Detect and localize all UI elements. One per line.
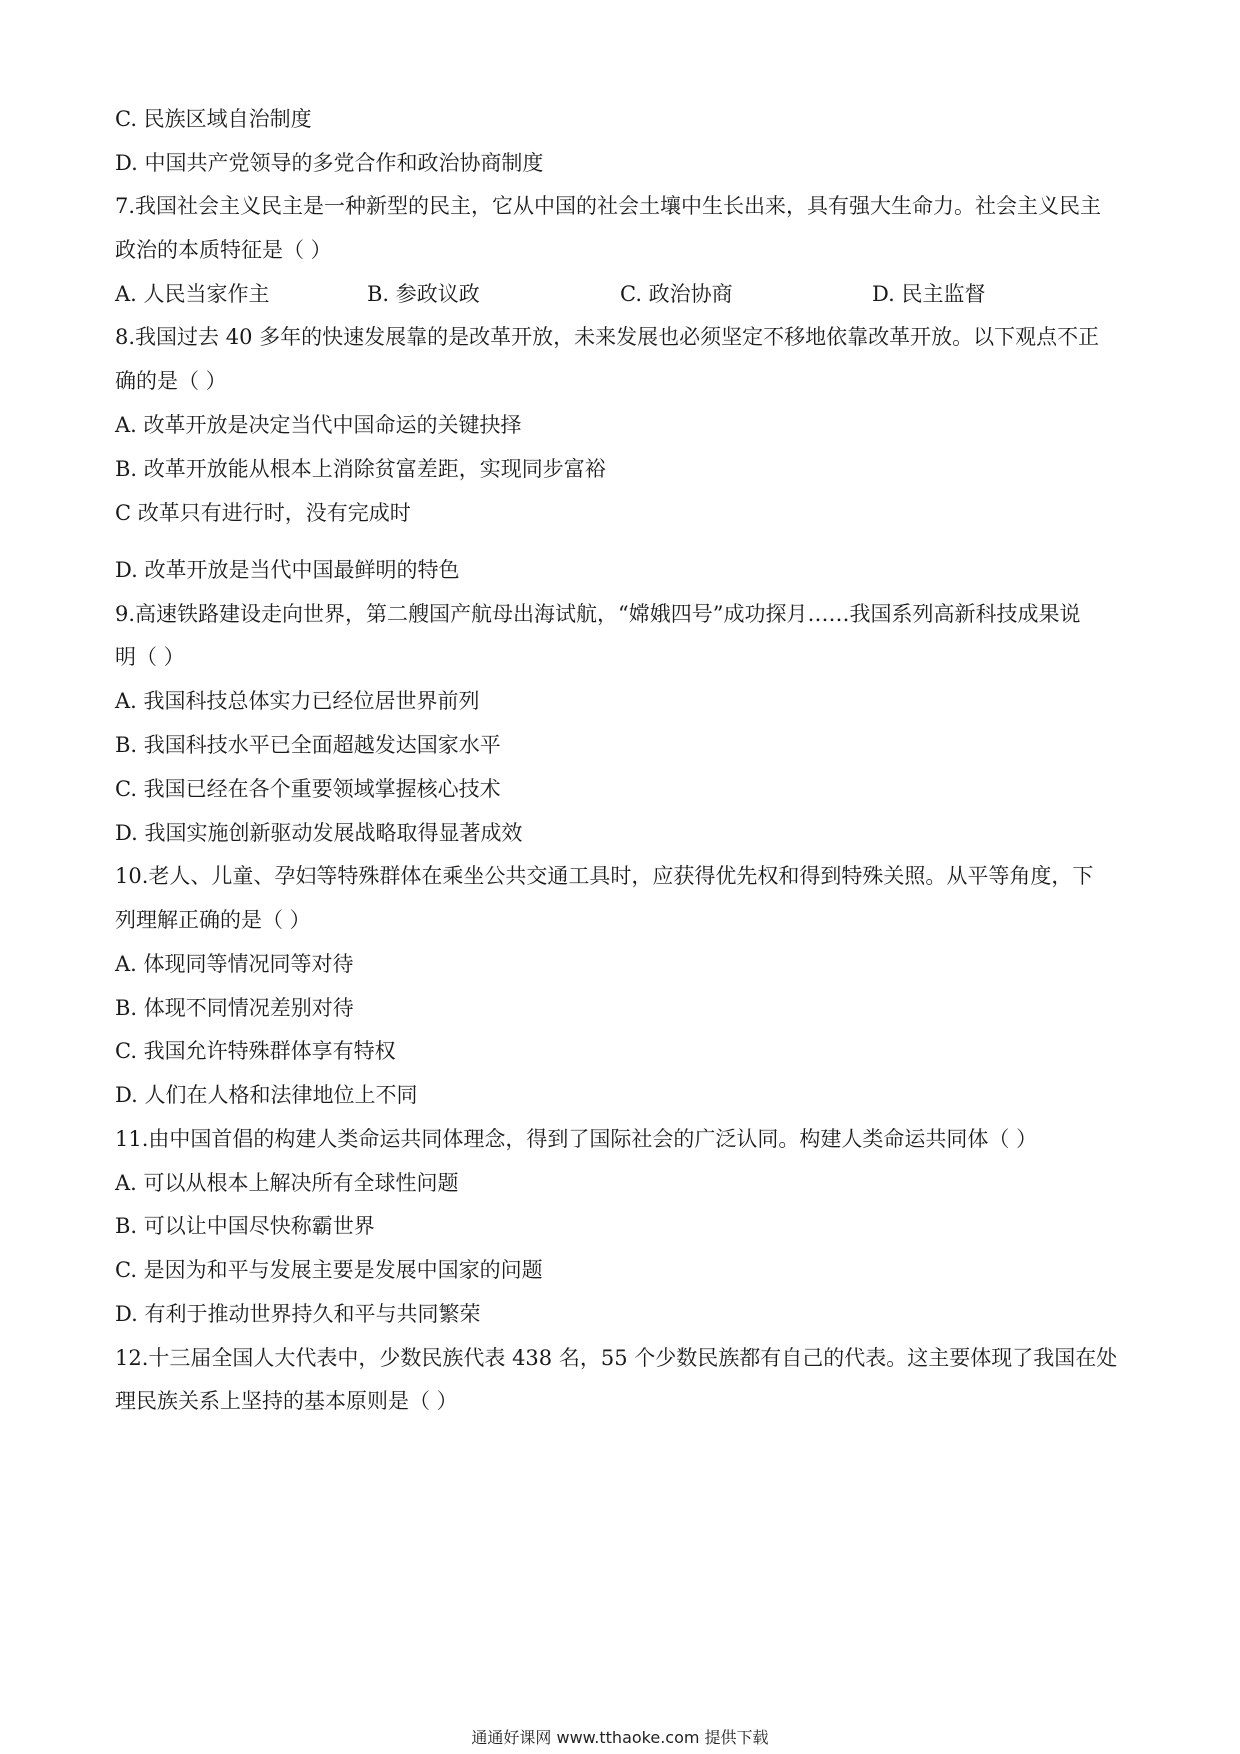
q8-stem-line-1: 8.我国过去 40 多年的快速发展靠的是改革开放，未来发展也必须坚定不移地依靠改革开放。以下观点不正 xyxy=(115,325,1100,349)
q11-option-d: D. 有利于推动世界持久和平与共同繁荣 xyxy=(115,1302,481,1326)
q9-option-c: C. 我国已经在各个重要领域掌握核心技术 xyxy=(115,777,501,801)
q6-option-d: D. 中国共产党领导的多党合作和政治协商制度 xyxy=(115,151,544,175)
q10-option-c: C. 我国允许特殊群体享有特权 xyxy=(115,1039,396,1063)
q11-stem-line-1: 11.由中国首倡的构建人类命运共同体理念，得到了国际社会的广泛认同。构建人类命运共同体（ ） xyxy=(115,1127,1038,1151)
q9-option-b: B. 我国科技水平已全面超越发达国家水平 xyxy=(115,733,501,757)
q11-option-c: C. 是因为和平与发展主要是发展中国家的问题 xyxy=(115,1258,543,1282)
q8-option-a: A. 改革开放是决定当代中国命运的关键抉择 xyxy=(115,413,522,437)
q7-options-row xyxy=(115,279,1125,309)
q9-option-a: A. 我国科技总体实力已经位居世界前列 xyxy=(115,689,480,713)
q8-option-c: C 改革只有进行时，没有完成时 xyxy=(115,501,411,525)
q7-option-c: C. 政治协商 xyxy=(620,282,733,306)
q9-stem-line-1: 9.高速铁路建设走向世界，第二艘国产航母出海试航，“嫦娥四号”成功探月……我国系列高新科技成果说 xyxy=(115,602,1081,626)
q10-stem-line-1: 10.老人、儿童、孕妇等特殊群体在乘坐公共交通工具时，应获得优先权和得到特殊关照。从平等角度，下 xyxy=(115,864,1094,888)
q12-stem-line-1: 12.十三届全国人大代表中，少数民族代表 438 名，55 个少数民族都有自己的代表。这主要体现了我国在处 xyxy=(115,1346,1118,1370)
q11-option-a: A. 可以从根本上解决所有全球性问题 xyxy=(115,1171,459,1195)
q7-option-a: A. 人民当家作主 xyxy=(115,282,270,306)
q7-stem-line-1: 7.我国社会主义民主是一种新型的民主，它从中国的社会土壤中生长出来，具有强大生命力。社会主义民主 xyxy=(115,194,1102,218)
q8-stem-line-2: 确的是（ ） xyxy=(115,369,227,393)
q10-option-a: A. 体现同等情况同等对待 xyxy=(115,952,354,976)
q10-stem-line-2: 列理解正确的是（ ） xyxy=(115,908,311,932)
q11-option-b: B. 可以让中国尽快称霸世界 xyxy=(115,1214,375,1238)
q6-option-c: C. 民族区域自治制度 xyxy=(115,107,312,131)
q7-option-d: D. 民主监督 xyxy=(872,282,986,306)
q10-option-b: B. 体现不同情况差别对待 xyxy=(115,996,354,1020)
q8-option-b: B. 改革开放能从根本上消除贫富差距，实现同步富裕 xyxy=(115,457,606,481)
q7-option-b: B. 参政议政 xyxy=(367,282,480,306)
footer-source: 通通好课网 www.tthaoke.com 提供下载 xyxy=(471,1728,769,1747)
q10-option-d: D. 人们在人格和法律地位上不同 xyxy=(115,1083,418,1107)
q9-option-d: D. 我国实施创新驱动发展战略取得显著成效 xyxy=(115,821,523,845)
q12-stem-line-2: 理民族关系上坚持的基本原则是（ ） xyxy=(115,1389,458,1413)
q8-option-d: D. 改革开放是当代中国最鲜明的特色 xyxy=(115,558,460,582)
q7-stem-line-2: 政治的本质特征是（ ） xyxy=(115,238,332,262)
q9-stem-line-2: 明（ ） xyxy=(115,645,185,669)
